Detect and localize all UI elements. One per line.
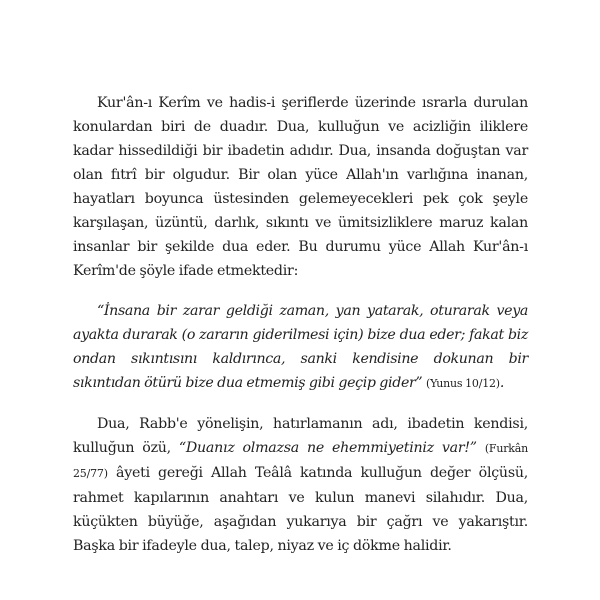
verse-quote	[73, 299, 528, 396]
verse-trailing-punctuation: .	[499, 375, 505, 391]
closing-paragraph-tail: âyeti gereği Allah Teâlâ katında kulluğun değer ölçüsü, rahmet kapılarının anahtarı ve kulun manevi silahıdır. Dua, küçükten büyüğe, aşağıdan yukarıya bir çağrı ve yakarıştır. Başka bir ifadeyle dua, talep, niyaz ve iç dökme halidir.	[73, 465, 528, 554]
closing-paragraph-lead: Dua, Rabb'e yönelişin, hatırlamanın adı, ibadetin kendisi, kulluğun özü,	[73, 416, 528, 456]
inline-verse-quote: “Duanız olmazsa ne ehemmiyetiniz var!”	[178, 440, 477, 456]
verse-quote-text: “İnsana bir zarar geldiği zaman, yan yatarak, oturarak veya ayakta durarak (o zararın giderilmesi için) bize dua eder; fakat biz ondan sıkıntısını kaldırınca, sanki kendisine dokunan bir sıkıntıdan ötürü bize dua etmemiş gibi geçip gider”	[73, 303, 528, 391]
closing-paragraph	[73, 412, 528, 558]
intro-paragraph	[73, 91, 528, 283]
inline-verse-reference: (Furkân 25/77)	[73, 442, 528, 480]
book-page	[73, 91, 528, 558]
verse-reference: (Yunus 10/12)	[426, 377, 500, 390]
intro-paragraph-text: Kur'ân-ı Kerîm ve hadis-i şeriflerde üzerinde ısrarla durulan konulardan biri de duadır. Dua, kulluğun ve acizliğin iliklere kadar hissedildiği bir ibadetin adıdır. Dua, insanda doğuştan var olan fıtrî bir olgudur. Bir olan yüce Allah'ın varlığına inanan, hayatları boyunca üstesinden gelemeyecekleri pek çok şeyle karşılaşan, üzüntü, darlık, sıkıntı ve ümitsizliklere maruz kalan insanlar bir şekilde dua eder. Bu durumu yüce Allah Kur'ân-ı Kerîm'de şöyle ifade etmektedir:	[73, 95, 528, 279]
